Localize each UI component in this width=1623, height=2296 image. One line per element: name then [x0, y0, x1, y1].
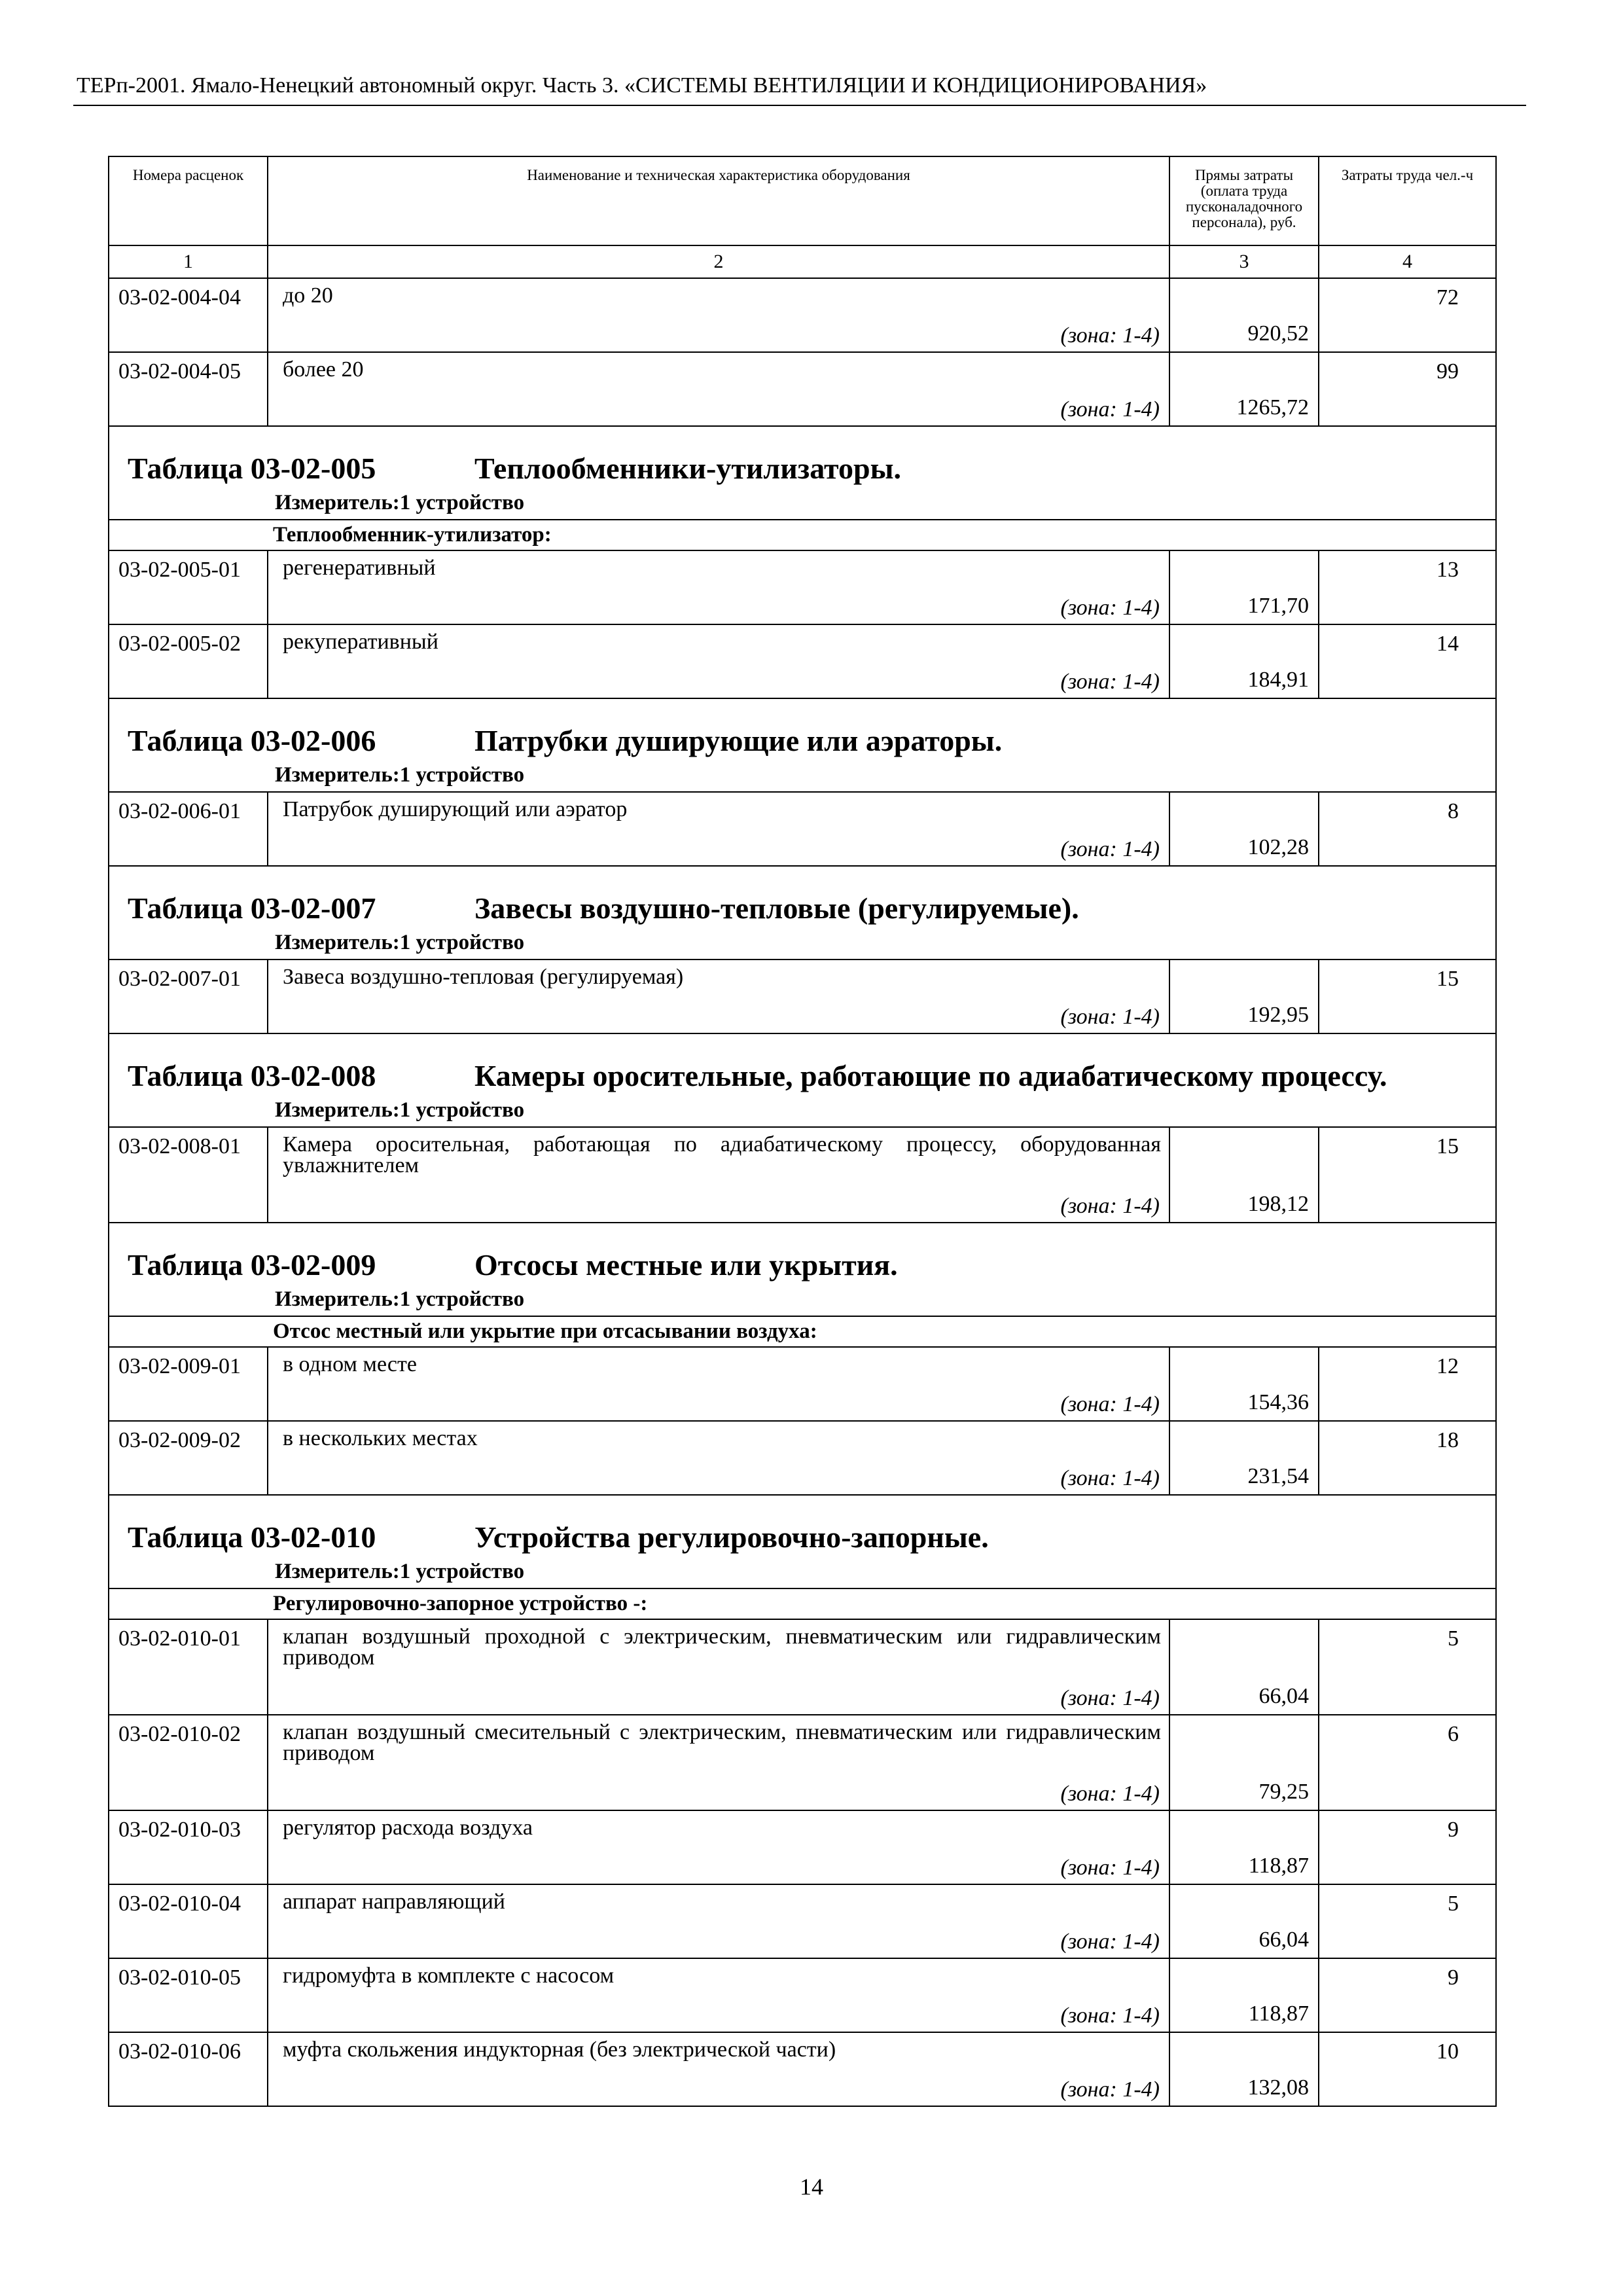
table-title-cell — [109, 1033, 1496, 1127]
zone-label: (зона: 1-4) — [1060, 837, 1160, 861]
table-row — [109, 1884, 1496, 1958]
item-name: аппарат направляющий — [283, 1890, 505, 1914]
zone-label: (зона: 1-4) — [1060, 1686, 1160, 1710]
item-name: в нескольких местах — [283, 1426, 478, 1450]
zone-label: (зона: 1-4) — [1060, 1005, 1160, 1029]
rate-code: 03-02-010-04 — [109, 1884, 268, 1958]
table-title-row — [109, 1033, 1496, 1127]
table-name: Устройства регулировочно-запорные. — [474, 1520, 989, 1554]
rate-code: 03-02-010-01 — [109, 1619, 268, 1715]
item-name-cell — [268, 1958, 1169, 2032]
table-row — [109, 1127, 1496, 1223]
table-row — [109, 1958, 1496, 2032]
labor-cost: 15 — [1319, 1127, 1496, 1223]
group-label: Теплообменник-утилизатор: — [109, 520, 1496, 550]
table-number: Таблица 03-02-008 — [128, 1059, 376, 1092]
table-row — [109, 1619, 1496, 1715]
rate-code: 03-02-005-02 — [109, 624, 268, 698]
labor-cost: 9 — [1319, 1958, 1496, 2032]
table-name: Отсосы местные или укрытия. — [474, 1248, 898, 1282]
direct-cost: 79,25 — [1169, 1715, 1319, 1810]
labor-cost: 14 — [1319, 624, 1496, 698]
table-number: Таблица 03-02-007 — [128, 891, 376, 925]
table-title-cell — [109, 1495, 1496, 1588]
item-name-cell — [268, 792, 1169, 866]
direct-cost: 920,52 — [1169, 278, 1319, 352]
labor-cost: 72 — [1319, 278, 1496, 352]
col-header-labor: Затраты труда чел.-ч — [1319, 156, 1496, 245]
table-row — [109, 278, 1496, 352]
measure-unit: Измеритель:1 устройство — [275, 763, 525, 787]
col-num-4: 4 — [1319, 245, 1496, 278]
item-name-cell — [268, 1810, 1169, 1884]
rate-code: 03-02-010-06 — [109, 2032, 268, 2106]
item-name: Камера оросительная, работающая по адиабатическому процессу, оборудованная увлажнителем — [283, 1132, 1161, 1177]
item-name-cell — [268, 352, 1169, 426]
labor-cost: 8 — [1319, 792, 1496, 866]
rate-code: 03-02-006-01 — [109, 792, 268, 866]
item-name-cell — [268, 278, 1169, 352]
measure-unit: Измеритель:1 устройство — [275, 1287, 525, 1311]
labor-cost: 13 — [1319, 550, 1496, 624]
rate-code: 03-02-010-05 — [109, 1958, 268, 2032]
measure-unit: Измеритель:1 устройство — [275, 931, 525, 954]
rate-code: 03-02-008-01 — [109, 1127, 268, 1223]
zone-label: (зона: 1-4) — [1060, 1194, 1160, 1218]
table-number: Таблица 03-02-005 — [128, 452, 376, 485]
table-row — [109, 624, 1496, 698]
table-title — [128, 452, 1495, 486]
labor-cost: 10 — [1319, 2032, 1496, 2106]
table-title-row — [109, 1223, 1496, 1316]
direct-cost: 118,87 — [1169, 1810, 1319, 1884]
table-title — [128, 1520, 1495, 1554]
item-name-cell — [268, 1884, 1169, 1958]
rate-code: 03-02-010-02 — [109, 1715, 268, 1810]
table-name: Завесы воздушно-тепловые (регулируемые). — [474, 891, 1079, 925]
rate-code: 03-02-005-01 — [109, 550, 268, 624]
table-title-row — [109, 426, 1496, 520]
item-name-cell — [268, 2032, 1169, 2106]
direct-cost: 198,12 — [1169, 1127, 1319, 1223]
table-row — [109, 1810, 1496, 1884]
table-row — [109, 792, 1496, 866]
header-rule — [73, 105, 1526, 106]
group-row — [109, 1588, 1496, 1619]
labor-cost: 99 — [1319, 352, 1496, 426]
table-number: Таблица 03-02-006 — [128, 724, 376, 757]
zone-label: (зона: 1-4) — [1060, 2003, 1160, 2028]
item-name-cell — [268, 960, 1169, 1033]
table-title-cell — [109, 426, 1496, 520]
zone-label: (зона: 1-4) — [1060, 1929, 1160, 1954]
zone-label: (зона: 1-4) — [1060, 1392, 1160, 1416]
table-row — [109, 1347, 1496, 1421]
rate-code: 03-02-004-05 — [109, 352, 268, 426]
item-name: в одном месте — [283, 1352, 417, 1376]
table-title-row — [109, 698, 1496, 792]
table-title-row — [109, 866, 1496, 960]
item-name-cell — [268, 1127, 1169, 1223]
direct-cost: 118,87 — [1169, 1958, 1319, 2032]
table-row — [109, 1715, 1496, 1810]
labor-cost: 6 — [1319, 1715, 1496, 1810]
item-name: гидромуфта в комплекте с насосом — [283, 1964, 615, 1988]
direct-cost: 231,54 — [1169, 1421, 1319, 1495]
column-header-row — [109, 156, 1496, 245]
col-header-codes: Номера расценок — [109, 156, 268, 245]
measure-unit: Измеритель:1 устройство — [275, 1098, 525, 1122]
item-name: регенеративный — [283, 556, 436, 580]
item-name: клапан воздушный проходной с электрическим, пневматическим или гидравлическим приводом — [283, 1624, 1161, 1670]
col-num-2: 2 — [268, 245, 1169, 278]
zone-label: (зона: 1-4) — [1060, 1466, 1160, 1490]
table-name: Патрубки душирующие или аэраторы. — [474, 724, 1003, 757]
direct-cost: 154,36 — [1169, 1347, 1319, 1421]
table-row — [109, 352, 1496, 426]
col-header-cost: Прямы затраты (оплата труда пусконаладочного персонала), руб. — [1169, 156, 1319, 245]
table-title-cell — [109, 698, 1496, 792]
direct-cost: 102,28 — [1169, 792, 1319, 866]
labor-cost: 5 — [1319, 1619, 1496, 1715]
group-row — [109, 520, 1496, 550]
zone-label: (зона: 1-4) — [1060, 596, 1160, 620]
direct-cost: 171,70 — [1169, 550, 1319, 624]
table-number: Таблица 03-02-009 — [128, 1248, 376, 1282]
table-title-cell — [109, 866, 1496, 960]
table-title-cell — [109, 1223, 1496, 1316]
item-name: до 20 — [283, 283, 333, 308]
table-title — [128, 891, 1495, 925]
zone-label: (зона: 1-4) — [1060, 1782, 1160, 1806]
labor-cost: 18 — [1319, 1421, 1496, 1495]
zone-label: (зона: 1-4) — [1060, 397, 1160, 422]
item-name-cell — [268, 624, 1169, 698]
labor-cost: 12 — [1319, 1347, 1496, 1421]
table-row — [109, 2032, 1496, 2106]
table-row — [109, 550, 1496, 624]
item-name-cell — [268, 1715, 1169, 1810]
page-number: 14 — [800, 2174, 823, 2200]
zone-label: (зона: 1-4) — [1060, 670, 1160, 694]
direct-cost: 1265,72 — [1169, 352, 1319, 426]
item-name: Патрубок душирующий или аэратор — [283, 797, 628, 821]
labor-cost: 15 — [1319, 960, 1496, 1033]
item-name: регулятор расхода воздуха — [283, 1816, 533, 1840]
measure-unit: Измеритель:1 устройство — [275, 1560, 525, 1583]
labor-cost: 9 — [1319, 1810, 1496, 1884]
direct-cost: 132,08 — [1169, 2032, 1319, 2106]
running-header: ТЕРп-2001. Ямало-Ненецкий автономный округ. Часть 3. «СИСТЕМЫ ВЕНТИЛЯЦИИ И КОНДИЦИОНИРОВАНИЯ» — [77, 73, 1207, 98]
table-title-row — [109, 1495, 1496, 1588]
rate-code: 03-02-010-03 — [109, 1810, 268, 1884]
zone-label: (зона: 1-4) — [1060, 1856, 1160, 1880]
rate-code: 03-02-009-02 — [109, 1421, 268, 1495]
rates-table — [108, 156, 1497, 2107]
col-num-1: 1 — [109, 245, 268, 278]
item-name-cell — [268, 1619, 1169, 1715]
item-name-cell — [268, 1421, 1169, 1495]
direct-cost: 66,04 — [1169, 1884, 1319, 1958]
table-row — [109, 1421, 1496, 1495]
table-name: Камеры оросительные, работающие по адиабатическому процессу. — [474, 1059, 1387, 1092]
zone-label: (зона: 1-4) — [1060, 2077, 1160, 2102]
table-title — [128, 1059, 1495, 1093]
item-name: муфта скольжения индукторная (без электрической части) — [283, 2037, 836, 2062]
direct-cost: 184,91 — [1169, 624, 1319, 698]
col-num-3: 3 — [1169, 245, 1319, 278]
table-row — [109, 960, 1496, 1033]
item-name: Завеса воздушно-тепловая (регулируемая) — [283, 965, 684, 989]
zone-label: (зона: 1-4) — [1060, 323, 1160, 348]
labor-cost: 5 — [1319, 1884, 1496, 1958]
direct-cost: 192,95 — [1169, 960, 1319, 1033]
item-name: клапан воздушный смесительный с электрическим, пневматическим или гидравлическим приводом — [283, 1720, 1161, 1765]
table-title — [128, 1248, 1495, 1282]
group-row — [109, 1316, 1496, 1347]
rate-code: 03-02-007-01 — [109, 960, 268, 1033]
item-name: рекуперативный — [283, 630, 438, 654]
group-label: Регулировочно-запорное устройство -: — [109, 1588, 1496, 1619]
item-name-cell — [268, 1347, 1169, 1421]
rate-code: 03-02-004-04 — [109, 278, 268, 352]
table-number: Таблица 03-02-010 — [128, 1520, 376, 1554]
column-number-row — [109, 245, 1496, 278]
table-name: Теплообменники-утилизаторы. — [474, 452, 902, 485]
direct-cost: 66,04 — [1169, 1619, 1319, 1715]
col-header-name: Наименование и техническая характеристика оборудования — [268, 156, 1169, 245]
table-title — [128, 724, 1495, 758]
measure-unit: Измеритель:1 устройство — [275, 491, 525, 514]
item-name: более 20 — [283, 357, 364, 382]
group-label: Отсос местный или укрытие при отсасывании воздуха: — [109, 1316, 1496, 1347]
item-name-cell — [268, 550, 1169, 624]
rate-code: 03-02-009-01 — [109, 1347, 268, 1421]
